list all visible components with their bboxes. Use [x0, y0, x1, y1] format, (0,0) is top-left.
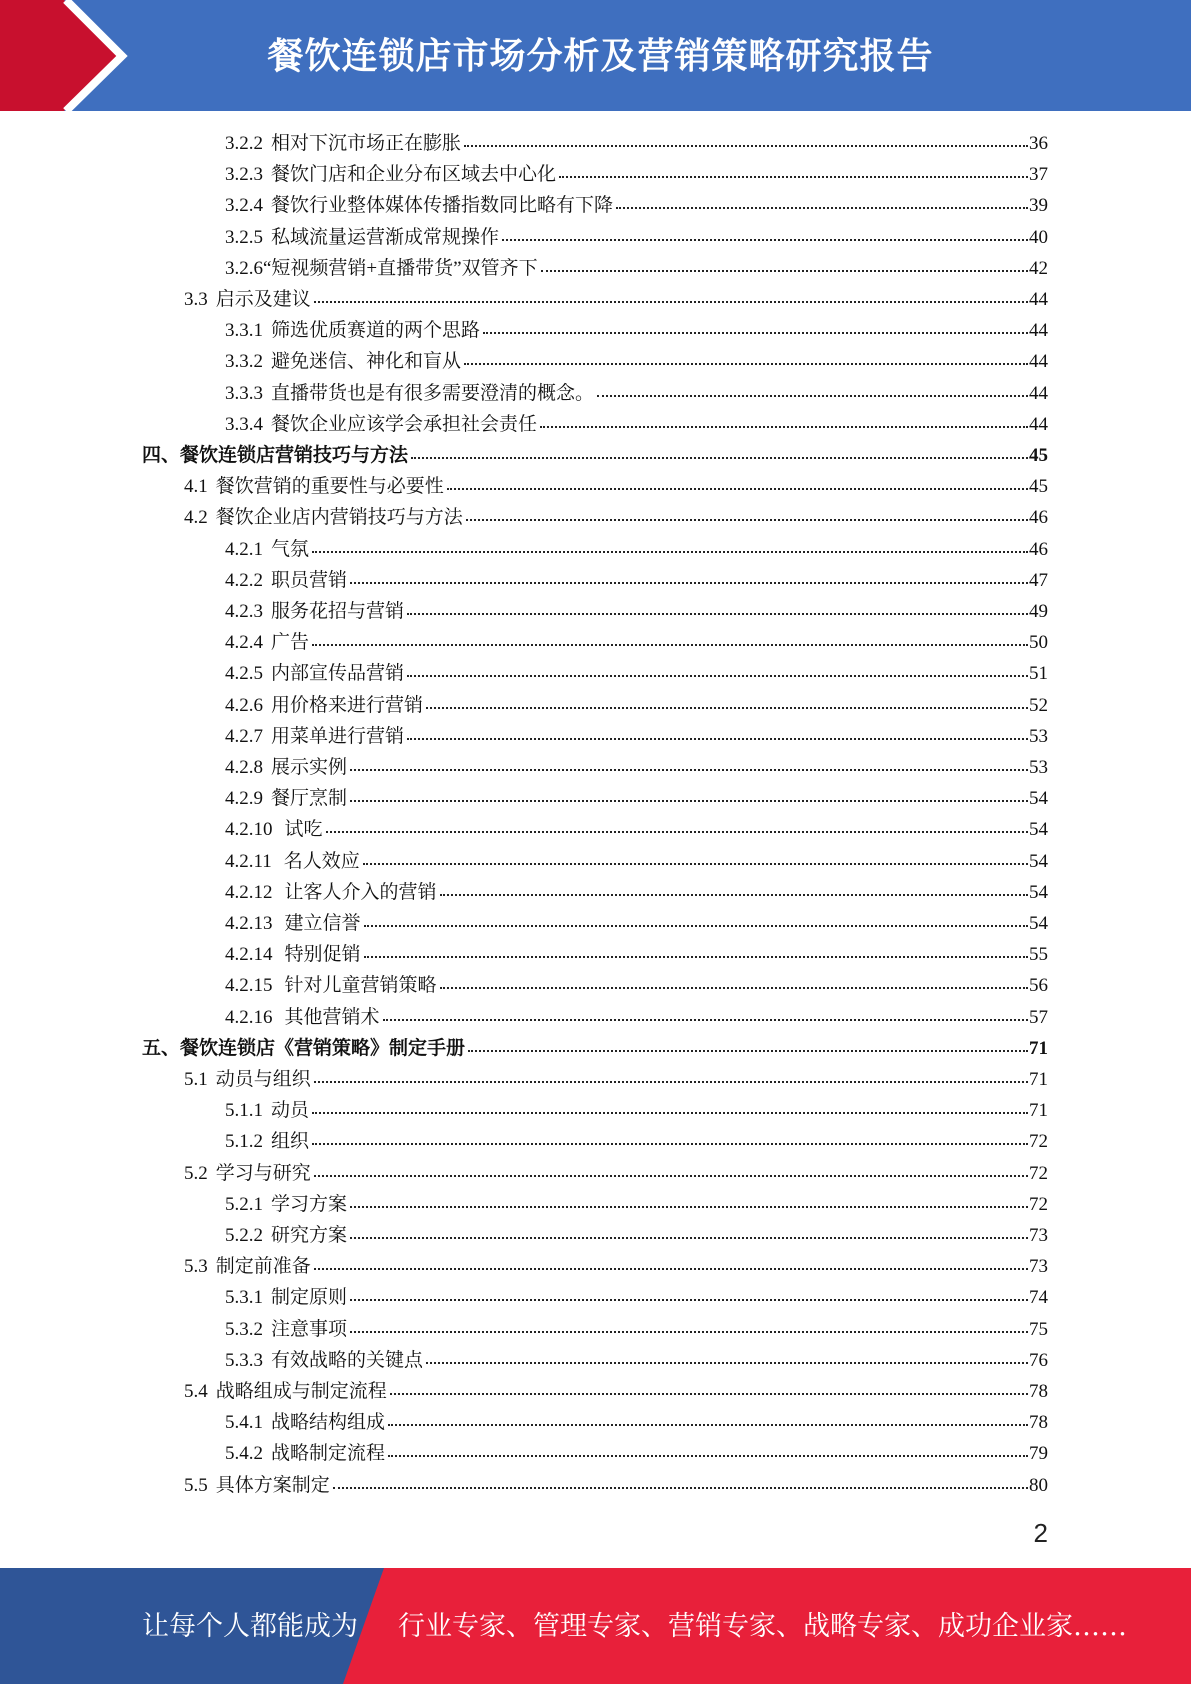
toc-entry-label — [225, 1002, 380, 1033]
toc-entry-title: 气氛 — [271, 538, 310, 560]
toc-page-number: 46 — [1029, 538, 1048, 560]
toc-entry-number: 3.2.6 — [225, 257, 263, 279]
toc-entry-number: 3.2.2 — [225, 133, 263, 154]
toc-entry-number: 5.2.1 — [225, 1193, 263, 1215]
toc-entry-label — [225, 1220, 347, 1251]
toc-entry-label — [225, 721, 404, 752]
toc-leader-dots — [350, 1293, 1028, 1301]
toc-leader-dots — [541, 264, 1028, 272]
toc-entry-title: 用菜单进行营销 — [271, 725, 405, 747]
toc-entry-label — [225, 128, 461, 159]
toc-entry[interactable] — [225, 627, 1048, 658]
toc-entry-title: 战略组成与制定流程 — [215, 1381, 387, 1402]
toc-entry[interactable] — [225, 877, 1048, 908]
toc-page-number: 80 — [1029, 1474, 1048, 1496]
toc-page-number: 72 — [1029, 1131, 1048, 1153]
toc-leader-dots — [383, 1013, 1028, 1021]
toc-entry-label — [225, 752, 347, 783]
toc-entry-label — [225, 1314, 347, 1345]
toc-page-number: 56 — [1029, 975, 1048, 997]
toc-entry-number: 3.3.2 — [225, 351, 263, 373]
toc-entry-number: 五、 — [142, 1037, 181, 1059]
toc-entry-title: 餐饮连锁店《营销策略》制定手册 — [180, 1037, 466, 1059]
toc-entry-title: “短视频营销+直播带货”双管齐下 — [263, 257, 538, 279]
toc-page-number: 47 — [1029, 569, 1048, 591]
toc-entry-title: 职员营销 — [271, 569, 348, 591]
toc-entry-label — [225, 190, 613, 221]
toc-page-number: 71 — [1029, 1100, 1048, 1122]
toc-entry-number: 5.3.1 — [225, 1287, 263, 1309]
toc-entry-number: 3.3.4 — [225, 413, 263, 435]
toc-entry[interactable] — [225, 908, 1048, 939]
toc-leader-dots — [312, 1137, 1028, 1145]
toc-leader-dots — [364, 919, 1028, 927]
toc-entry-label — [184, 1064, 311, 1095]
toc-entry-title: 餐饮门店和企业分布区域去中心化 — [271, 164, 557, 186]
toc-page-number: 44 — [1029, 320, 1048, 342]
toc-entry-title: 学习与研究 — [215, 1162, 311, 1184]
toc-entry[interactable] — [142, 1033, 1048, 1064]
toc-entry-number: 四、 — [142, 445, 181, 466]
toc-entry-number: 4.2.14 — [225, 944, 273, 966]
toc-leader-dots — [333, 1481, 1028, 1489]
toc-entry-title: 研究方案 — [271, 1225, 348, 1246]
toc-entry-number: 5.5 — [184, 1474, 208, 1496]
toc-entry-label — [225, 253, 538, 284]
toc-entry-title: 筛选优质赛道的两个思路 — [271, 320, 481, 342]
toc-entry[interactable] — [225, 1189, 1048, 1220]
toc-entry-label — [225, 378, 594, 409]
toc-entry-title: 制定原则 — [271, 1287, 348, 1309]
toc-leader-dots — [312, 638, 1028, 646]
toc-entry-number: 4.2.6 — [225, 694, 263, 716]
toc-entry-number: 4.2.8 — [225, 757, 263, 778]
toc-leader-dots — [447, 482, 1028, 490]
toc-leader-dots — [468, 1044, 1028, 1052]
toc-page-number: 54 — [1029, 881, 1048, 903]
toc-entry-label — [225, 939, 361, 970]
toc-entry-number: 3.2.4 — [225, 195, 263, 217]
toc-entry[interactable] — [225, 690, 1048, 721]
toc-entry-label — [225, 814, 323, 845]
toc-entry-label — [142, 440, 408, 471]
toc-leader-dots — [466, 513, 1028, 521]
toc-entry-label — [225, 222, 499, 253]
toc-entry-title: 建立信誉 — [284, 913, 361, 934]
toc-entry[interactable] — [225, 222, 1048, 253]
toc-entry-number: 4.2.10 — [225, 819, 273, 841]
toc-entry[interactable] — [225, 939, 1048, 970]
toc-entry-title: 餐饮行业整体媒体传播指数同比略有下降 — [271, 195, 614, 217]
toc-entry[interactable] — [225, 1095, 1048, 1126]
toc-entry-title: 内部宣传品营销 — [271, 663, 405, 685]
toc-leader-dots — [407, 732, 1028, 740]
toc-entry-number: 4.2.2 — [225, 569, 263, 591]
toc-leader-dots — [314, 1169, 1028, 1177]
toc-entry-number: 3.3 — [184, 289, 208, 310]
toc-page-number: 37 — [1029, 164, 1048, 186]
toc-entry-title: 其他营销术 — [284, 1006, 380, 1028]
toc-leader-dots — [407, 669, 1028, 677]
toc-page-number: 76 — [1029, 1349, 1048, 1371]
toc-leader-dots — [314, 1075, 1028, 1083]
toc-entry-title: 用价格来进行营销 — [271, 694, 424, 716]
toc-entry-title: 餐饮企业店内营销技巧与方法 — [215, 507, 463, 529]
toc-leader-dots — [350, 576, 1028, 584]
toc-page-number: 74 — [1029, 1287, 1048, 1309]
toc-entry[interactable] — [225, 752, 1048, 783]
toc-leader-dots — [314, 1262, 1028, 1270]
toc-entry[interactable] — [225, 846, 1048, 877]
toc-leader-dots — [388, 1418, 1028, 1426]
toc-entry-title: 展示实例 — [271, 757, 348, 778]
toc-leader-dots — [326, 825, 1028, 833]
toc-entry-number: 3.2.3 — [225, 164, 263, 186]
toc-page-number: 36 — [1029, 133, 1048, 154]
toc-page-number: 40 — [1029, 226, 1048, 248]
toc-entry-label — [225, 534, 309, 565]
toc-leader-dots — [350, 794, 1028, 802]
toc-entry[interactable] — [225, 409, 1048, 440]
toc-page-number: 42 — [1029, 257, 1048, 279]
toc-entry-title: 餐饮企业应该学会承担社会责任 — [271, 413, 538, 435]
toc-page-number: 78 — [1029, 1412, 1048, 1434]
toc-page-number: 44 — [1029, 382, 1048, 404]
toc-entry-number: 5.1.1 — [225, 1100, 263, 1122]
toc-entry-number: 4.2.16 — [225, 1006, 273, 1028]
toc-page-number: 39 — [1029, 195, 1048, 217]
toc-page-number: 50 — [1029, 632, 1048, 654]
toc-entry-title: 有效战略的关键点 — [271, 1349, 424, 1371]
toc-entry-number: 5.1.2 — [225, 1131, 263, 1153]
toc-entry[interactable] — [225, 378, 1048, 409]
toc-leader-dots — [426, 1356, 1028, 1364]
toc-entry-label — [184, 1158, 311, 1189]
toc-entry-number: 3.3.3 — [225, 382, 263, 404]
toc-entry-label — [225, 658, 404, 689]
toc-entry-title: 制定前准备 — [215, 1256, 311, 1278]
toc-entry[interactable] — [225, 1002, 1048, 1033]
toc-leader-dots — [440, 981, 1028, 989]
toc-entry-label — [225, 1282, 347, 1313]
toc-leader-dots — [350, 1200, 1028, 1208]
toc-entry-title: 组织 — [271, 1131, 310, 1153]
toc-entry-number: 5.3 — [184, 1256, 208, 1278]
toc-leader-dots — [464, 357, 1028, 365]
toc-entry-label — [225, 1438, 385, 1469]
toc-page-number: 75 — [1029, 1318, 1048, 1340]
toc-entry[interactable] — [225, 1407, 1048, 1438]
toc-entry-number: 4.2.13 — [225, 913, 273, 934]
footer-slogan: 让每个人都能成为 — [142, 1611, 358, 1642]
toc-entry[interactable] — [225, 783, 1048, 814]
toc-entry-number: 4.2.3 — [225, 601, 263, 622]
toc-entry[interactable] — [184, 1158, 1048, 1189]
page-footer — [0, 1568, 1191, 1684]
toc-leader-dots — [502, 233, 1028, 241]
toc-entry[interactable] — [225, 565, 1048, 596]
toc-entry-number: 3.2.5 — [225, 226, 263, 248]
toc-entry-title: 直播带货也是有很多需要澄清的概念。 — [271, 382, 595, 404]
toc-page-number: 53 — [1029, 725, 1048, 747]
toc-entry-label — [225, 908, 361, 939]
toc-entry-title: 针对儿童营销策略 — [284, 975, 437, 997]
toc-entry-number: 4.2.1 — [225, 538, 263, 560]
toc-entry[interactable] — [225, 315, 1048, 346]
toc-entry[interactable] — [225, 190, 1048, 221]
toc-entry-label — [184, 1470, 330, 1501]
toc-entry-label — [225, 627, 309, 658]
toc-leader-dots — [540, 420, 1028, 428]
toc-entry-title: 动员 — [271, 1100, 310, 1122]
toc-entry-number: 4.1 — [184, 476, 208, 498]
toc-entry-label — [225, 346, 461, 377]
toc-page-number: 72 — [1029, 1162, 1048, 1184]
toc-page-number: 79 — [1029, 1443, 1048, 1465]
toc-entry[interactable] — [184, 1251, 1048, 1282]
toc-entry-title: 餐饮营销的重要性与必要性 — [215, 476, 444, 498]
toc-entry-title: 战略制定流程 — [271, 1443, 386, 1465]
toc-entry-number: 4.2.15 — [225, 975, 273, 997]
toc-page-number: 44 — [1029, 351, 1048, 373]
toc-leader-dots — [388, 1449, 1028, 1457]
toc-entry-title: 特别促销 — [284, 944, 361, 966]
toc-leader-dots — [483, 326, 1028, 334]
toc-entry-title: 避免迷信、神化和盲从 — [271, 351, 462, 373]
toc-page-number: 45 — [1029, 476, 1048, 498]
toc-entry-title: 名人效应 — [283, 850, 360, 872]
toc-entry-label — [225, 1345, 423, 1376]
toc-page-number: 73 — [1029, 1225, 1048, 1246]
toc-entry-title: 战略结构组成 — [271, 1412, 386, 1434]
toc-entry-label — [184, 502, 463, 533]
toc-page-number: 54 — [1029, 788, 1048, 810]
toc-entry[interactable] — [142, 440, 1048, 471]
toc-entry[interactable] — [225, 1438, 1048, 1469]
toc-entry[interactable] — [184, 284, 1048, 315]
toc-page-number: 57 — [1029, 1006, 1048, 1028]
toc-entry-label — [142, 1033, 465, 1064]
toc-leader-dots — [440, 888, 1028, 896]
toc-leader-dots — [426, 701, 1028, 709]
toc-entry-label — [225, 690, 423, 721]
toc-entry-label — [225, 596, 404, 627]
toc-entry[interactable] — [225, 1126, 1048, 1157]
toc-entry-number: 4.2.9 — [225, 788, 263, 810]
toc-entry-label — [225, 159, 556, 190]
toc-entry-number: 5.4.2 — [225, 1443, 263, 1465]
toc-entry-number: 5.4 — [184, 1381, 208, 1402]
toc-entry-number: 5.4.1 — [225, 1412, 263, 1434]
toc-entry[interactable] — [225, 721, 1048, 752]
toc-page-number: 52 — [1029, 694, 1048, 716]
toc-entry-label — [225, 565, 347, 596]
toc-entry[interactable] — [225, 658, 1048, 689]
toc-page-number: 44 — [1029, 413, 1048, 435]
toc-entry-number: 5.1 — [184, 1069, 208, 1090]
toc-entry-number: 4.2.7 — [225, 725, 263, 747]
toc-entry-title: 学习方案 — [271, 1193, 348, 1215]
toc-entry[interactable] — [184, 1064, 1048, 1095]
toc-entry[interactable] — [225, 814, 1048, 845]
toc-entry-label — [225, 315, 480, 346]
toc-entry-number: 4.2 — [184, 507, 208, 529]
toc-entry-title: 启示及建议 — [215, 289, 311, 310]
toc-entry-number: 3.3.1 — [225, 320, 263, 342]
toc-entry-number: 4.2.4 — [225, 632, 263, 654]
toc-entry[interactable] — [225, 1345, 1048, 1376]
toc-page-number: 44 — [1029, 289, 1048, 310]
page-number: 2 — [1033, 1518, 1048, 1548]
toc-entry-label — [225, 783, 347, 814]
toc-entry-number: 4.2.11 — [225, 850, 272, 872]
toc-leader-dots — [350, 1325, 1028, 1333]
toc-entry-label — [184, 471, 444, 502]
footer-expert-list: 行业专家、管理专家、营销专家、战略专家、成功企业家…… — [398, 1611, 1127, 1642]
toc-entry-label — [184, 1251, 311, 1282]
toc-page-number: 73 — [1029, 1256, 1048, 1278]
toc-entry[interactable] — [184, 1470, 1048, 1501]
toc-entry-title: 让客人介入的营销 — [284, 881, 437, 903]
toc-entry-label — [225, 1189, 347, 1220]
toc-page-number: 46 — [1029, 507, 1048, 529]
toc-leader-dots — [559, 170, 1028, 178]
toc-page-number: 78 — [1029, 1381, 1048, 1402]
page-header — [0, 0, 1191, 111]
toc-entry-number: 4.2.5 — [225, 663, 263, 685]
toc-leader-dots — [314, 295, 1028, 303]
toc-entry-title: 服务花招与营销 — [271, 601, 405, 622]
toc-entry[interactable] — [225, 159, 1048, 190]
toc-entry-title: 试吃 — [284, 819, 323, 841]
toc-entry-label — [184, 1376, 387, 1407]
toc-leader-dots — [350, 1231, 1028, 1239]
toc-entry-label — [225, 1126, 309, 1157]
toc-page-number: 72 — [1029, 1193, 1048, 1215]
toc-entry-number: 4.2.12 — [225, 881, 273, 903]
toc-entry-label — [225, 877, 437, 908]
toc-leader-dots — [616, 201, 1028, 209]
toc-entry-title: 私域流量运营渐成常规操作 — [271, 226, 500, 248]
toc-entry[interactable] — [225, 1220, 1048, 1251]
toc-leader-dots — [312, 545, 1028, 553]
toc-entry-title: 动员与组织 — [215, 1069, 311, 1090]
toc-page-number: 51 — [1029, 663, 1048, 685]
toc-page-number: 54 — [1029, 913, 1048, 934]
toc-entry[interactable] — [225, 253, 1048, 284]
toc-entry[interactable] — [184, 471, 1048, 502]
toc-entry[interactable] — [225, 596, 1048, 627]
toc-entry-number: 5.3.3 — [225, 1349, 263, 1371]
toc-page-number: 54 — [1029, 850, 1048, 872]
toc-leader-dots — [312, 1106, 1028, 1114]
toc-entry[interactable] — [184, 502, 1048, 533]
toc-entry-title: 注意事项 — [271, 1318, 348, 1340]
toc-page-number: 71 — [1029, 1037, 1048, 1059]
toc-entry-number: 5.3.2 — [225, 1318, 263, 1340]
toc-entry[interactable] — [225, 128, 1048, 159]
toc-entry[interactable] — [225, 1282, 1048, 1313]
toc-page-number: 53 — [1029, 757, 1048, 778]
toc-page-number: 45 — [1029, 445, 1048, 466]
toc-entry-title: 广告 — [271, 632, 310, 654]
toc-entry-label — [225, 970, 437, 1001]
toc-leader-dots — [597, 389, 1028, 397]
toc-entry-label — [225, 409, 537, 440]
toc-entry-title: 餐饮连锁店营销技巧与方法 — [180, 445, 409, 466]
toc-entry-label — [225, 846, 360, 877]
toc-leader-dots — [363, 857, 1028, 865]
toc-page-number: 49 — [1029, 601, 1048, 622]
toc-leader-dots — [464, 139, 1028, 147]
toc-entry-title: 具体方案制定 — [215, 1474, 330, 1496]
report-title: 餐饮连锁店市场分析及营销策略研究报告 — [267, 36, 934, 77]
toc-entry-number: 5.2 — [184, 1162, 208, 1184]
toc-leader-dots — [390, 1387, 1028, 1395]
toc-entry[interactable] — [225, 534, 1048, 565]
toc-entry[interactable] — [225, 346, 1048, 377]
toc-entry[interactable] — [225, 970, 1048, 1001]
toc-leader-dots — [364, 950, 1028, 958]
toc-leader-dots — [350, 763, 1028, 771]
toc-entry[interactable] — [225, 1314, 1048, 1345]
toc-leader-dots — [411, 451, 1028, 459]
toc-entry-label — [225, 1095, 309, 1126]
toc-page-number: 54 — [1029, 819, 1048, 841]
toc-page-number: 71 — [1029, 1069, 1048, 1090]
toc-entry-label — [225, 1407, 385, 1438]
toc-entry-number: 5.2.2 — [225, 1225, 263, 1246]
toc-entry-title: 相对下沉市场正在膨胀 — [271, 133, 462, 154]
toc-entry[interactable] — [184, 1376, 1048, 1407]
toc-page-number: 55 — [1029, 944, 1048, 966]
toc-entry-label — [184, 284, 311, 315]
toc-entry-title: 餐厅烹制 — [271, 788, 348, 810]
toc-leader-dots — [407, 607, 1028, 615]
